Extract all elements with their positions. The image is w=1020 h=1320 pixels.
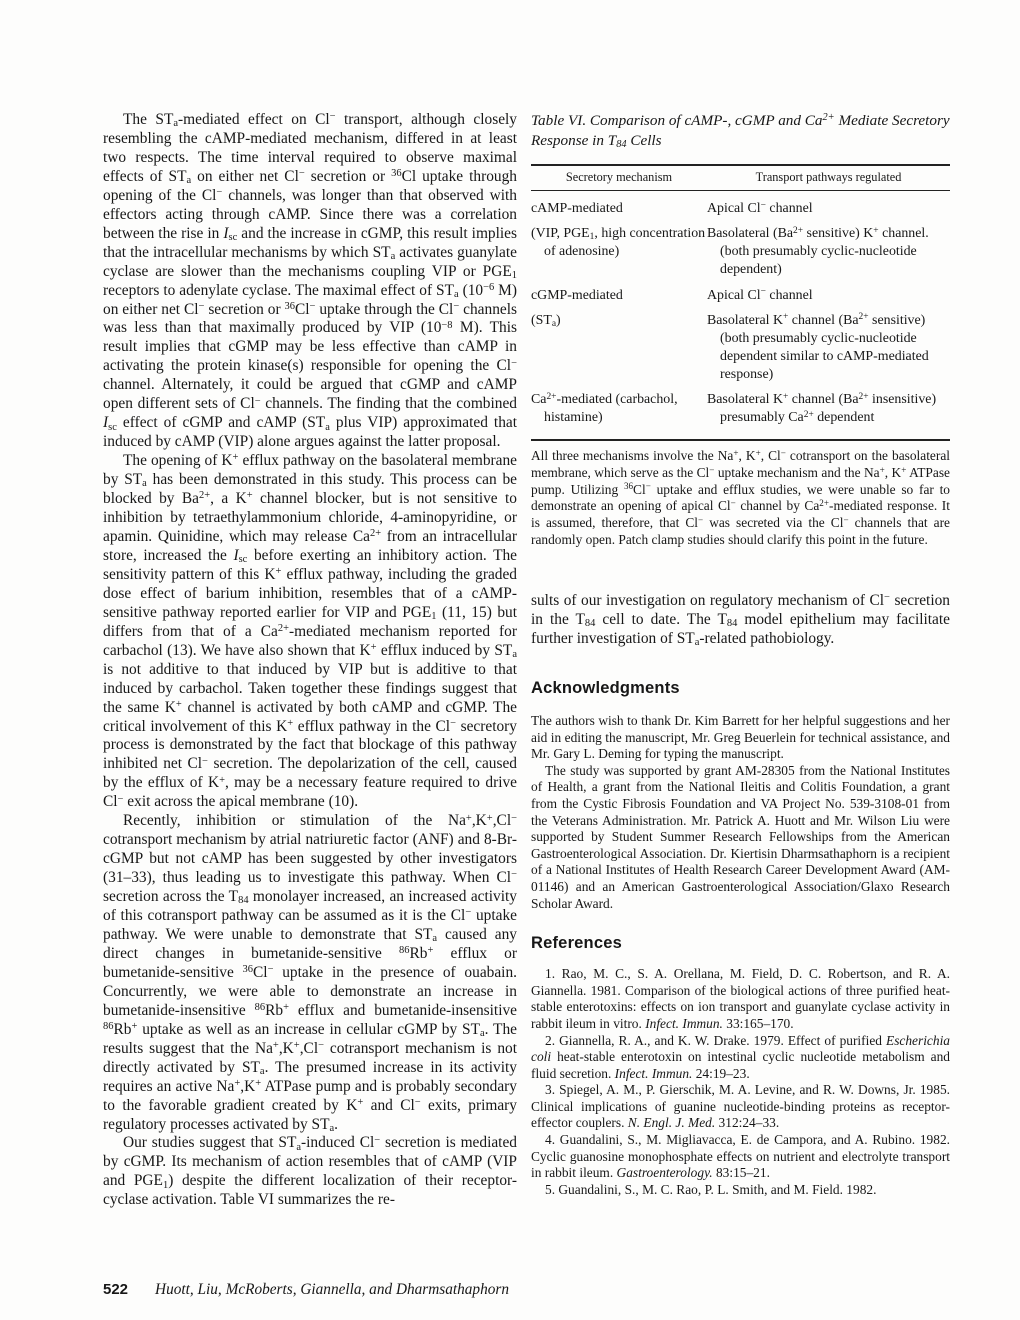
table-cell-mechanism: cAMP-mediated <box>531 201 623 217</box>
table-rule-top <box>531 164 950 166</box>
acknowledgments-heading: Acknowledgments <box>531 679 680 698</box>
table-cell-pathway: Apical Cl− channel <box>707 200 813 217</box>
reference-item: 4. Guandalini, S., M. Migliavacca, E. de Campora, and A. Rubino. 1982. Cyclic guanosine monophosphate effects on nutrient and electrolyte transport in rabbit ileum. Gastroenterology. 83:15–21. <box>531 1132 950 1181</box>
acknowledgments-paragraph: The authors wish to thank Dr. Kim Barrett for her helpful suggestions and her aid in editing the manuscript, Mr. Greg Beuerlein for technical assistance, and Mr. Gary L. Deming for typing the manuscript. <box>531 713 950 762</box>
table-cell-mechanism: cGMP-mediated <box>531 287 623 303</box>
page-number: 522 <box>103 1281 129 1298</box>
paragraph-k-efflux-pathway: The opening of K+ efflux pathway on the basolateral membrane by $ST_a$ has been demonstrated in this study. This process can be blocked by $Ba^{2+}$, a K+ channel blocker, but is not sensitive to inhibition by tetraethylammonium chloride, 4-aminopyridine, or apamin. Quinidine, which may release $Ca^{2+}$ from an intracellular store, increased the $I_{sc}$ before exerting an inhibitory action. The sensitivity pattern of this K+ efflux pathway, including the graded dose effect of barium inhibition, resembles that of a cAMP-sensitive pathway reported earlier for VIP and $PGE_1$ (11, 15) but differs from that of a $Ca^{2+}$-mediated mechanism reported for carbachol (13). We have also shown that K+ efflux induced by $ST_a$ is not additive to that induced by VIP but is additive to that induced by carbachol. Taken together these findings suggest that the same K+ channel is activated by both cAMP and cGMP. The critical involvement of this K+ efflux pathway in the Cl− secretory process is demonstrated by the fact that blockage of this pathway inhibited net Cl− secretion. The depolarization of the cell, caused by the efflux of K+, may be a necessary feature required to drive Cl− exit across the apical membrane (10). <box>103 452 518 811</box>
table-cell-mechanism: (VIP, $PGE_1$, high concentration of adenosine) <box>531 226 706 260</box>
page-footer <box>103 1281 509 1299</box>
paragraph-cotransport: Recently, inhibition or stimulation of the Na+,K+,Cl− cotransport mechanism by atrial natriuretic factor (ANF) and 8-Br-cGMP but not cAMP has been suggested by other investigators (31–33), thus leading us to investigate this pathway. When Cl− secretion across the $T_{84}$ monolayer increased, an increased activity of this cotransport pathway can be assumed as it is the Cl− uptake pathway. We were unable to demonstrate that $ST_a$ caused any direct changes in bumetanide-sensitive $^{86}$Rb+ efflux or bumetanide-sensitive $^{36}$Cl− uptake in the presence of ouabain. Concurrently, we were able to demonstrate an increase in bumetanide-insensitive $^{86}$Rb+ efflux and bumetanide-insensitive $^{86}$Rb+ uptake as well as an increase in cellular cGMP by $ST_a$. The results suggest that the Na+,K+,Cl− cotransport mechanism is not directly activated by $ST_a$. The presumed increase in its activity requires an active Na+,K+ ATPase pump and is probably secondary to the favorable gradient created by K+ and Cl− exits, primary regulatory processes activated by $ST_a$. <box>103 812 518 1134</box>
table-cell-mechanism: $Ca^{2+}$-mediated (carbachol, histamine) <box>531 391 678 426</box>
reference-item: 3. Spiegel, A. M., P. Gierschik, M. A. Levine, and R. W. Downs, Jr. 1985. Clinical implications of guanine nucleotide-binding proteins as receptor-effector couplers. N. Engl. J. Med. 312:24–33. <box>531 1082 950 1131</box>
table-header-transport-pathways: Transport pathways regulated <box>755 170 902 184</box>
reference-item: 5. Guandalini, S., M. C. Rao, P. L. Smith, and M. Field. 1982. <box>545 1181 877 1197</box>
right-column <box>531 111 950 1198</box>
table-rule-under-header <box>531 190 950 191</box>
left-column <box>103 111 517 1210</box>
reference-list <box>531 966 950 1198</box>
paragraph-conclusion: Our studies suggest that $ST_a$-induced Cl− secretion is mediated by cGMP. Its mechanism of action resembles that of cAMP (VIP and $PGE_1$) despite the different localization of their receptor-cyclase activation. Table VI summarizes the re- <box>103 1134 517 1209</box>
table-caption: Table VI. Comparison of cAMP-, cGMP and $Ca^{2+}$ Mediate Secretory Response in $T_{84}$ Cells <box>531 112 950 151</box>
table-vi <box>531 111 950 549</box>
reference-item: 1. Rao, M. C., S. A. Orellana, M. Field, D. C. Robertson, and R. A. Giannella. 1981. Comparison of the biological actions of three purified heat-stable enterotoxins: effects on ion transport and guanylate cyclase activity in rabbit ileum in vitro. Infect. Immun. 33:165–170. <box>531 966 950 1031</box>
table-rule-bottom <box>531 439 950 441</box>
table-cell-pathway: Apical Cl− channel <box>707 287 813 303</box>
table-header-row <box>531 170 950 185</box>
table-cell-pathway: Basolateral ($Ba^{2+}$ sensitive) K+ channel. (both presumably cyclic-nucleotide dependent) <box>707 226 929 278</box>
references-heading: References <box>531 934 622 953</box>
running-authors: Huott, Liu, McRoberts, Giannella, and Dharmsathaphorn <box>155 1281 509 1298</box>
table-cell-mechanism: $(ST_a)$ <box>531 312 561 329</box>
table-body <box>531 200 950 427</box>
table-footnote: All three mechanisms involve the Na+, K+, Cl− cotransport on the basolateral membrane, which serve as the Cl− uptake mechanism and the Na+, K+ ATPase pump. Utilizing $^{36}$Cl− uptake and efflux studies, we were unable so far to demonstrate an opening of apical Cl− channel by $Ca^{2+}$-mediated response. It is assumed, therefore, that Cl− was secreted via the Cl− channels that are randomly open. Patch clamp studies should clarify this point in the future. <box>531 447 950 548</box>
table-cell-pathway: Basolateral K+ channel ($Ba^{2+}$ sensitive) (both presumably cyclic-nucleotide dependent similar to cAMP-mediated response) <box>707 312 929 382</box>
acknowledgments-paragraph: The study was supported by grant AM-28305 from the National Institutes of Health, a grant from the National Ileitis and Colitis Foundation, a grant from the Cystic Fibrosis Foundation and VA Project No. 539-3108-01 from the Veterans Administration. Mr. Patrick A. Huott and Mr. Wilson Liu were supported by Student Summer Research Fellowships from the American Gastroenterological Association. Dr. Kiertisin Dharmsathaphorn is a recipient of a National Institutes of Health Research Career Development Award (AM-01146) and an American Gastroenterological Association/Glaxo Research Scholar Award. <box>531 762 950 911</box>
table-cell-pathway: Basolateral K+ channel ($Ba^{2+}$ insensitive) presumably $Ca^{2+}$ dependent <box>707 391 937 426</box>
table-header-secretory-mechanism: Secretory mechanism <box>565 170 673 184</box>
reference-item: 2. Giannella, R. A., and K. W. Drake. 1979. Effect of purified Escherichia coli heat-stable enterotoxin on intestinal cyclic nucleotide metabolism and fluid secretion. Infect. Immun. 24:19–23. <box>531 1032 950 1081</box>
paragraph-continuation: sults of our investigation on regulatory mechanism of Cl− secretion in the $T_{84}$ cell to date. The $T_{84}$ model epithelium may facilitate further investigation of $ST_a$-related pathobiology. <box>531 592 950 649</box>
paragraph-sta-mediated-effect: The $ST_a$-mediated effect on Cl− transport, although closely resembling the cAMP-mediated mechanism, differed in at least two respects. The time interval required to observe maximal effects of $ST_a$ on either net Cl− secretion or $^{36}$Cl uptake through opening of the Cl− channels, was longer than that observed with effectors acting through cAMP. Since there was a correlation between the rise in $I_{sc}$ and the increase in cGMP, this result implies that the intracellular mechanisms by which $ST_a$ activates guanylate cyclase are slower than the mechanisms coupling VIP or $PGE_1$ receptors to adenylate cyclase. The maximal effect of $ST_a$ ($10^{-6}$ M) on either net Cl− secretion or $^{36}$Cl− uptake through the Cl− channels was less than that maximally produced by VIP ($10^{-8}$ M). This result implies that cGMP may be less effective than cAMP in activating the protein kinase(s) responsible for opening the Cl− channel. Alternately, it could be argued that cGMP and cAMP open different sets of Cl− channels. The finding that the combined $I_{sc}$ effect of cGMP and cAMP ($ST_a$ plus VIP) approximated that induced by cAMP (VIP) alone argues against the latter proposal. <box>103 111 518 451</box>
